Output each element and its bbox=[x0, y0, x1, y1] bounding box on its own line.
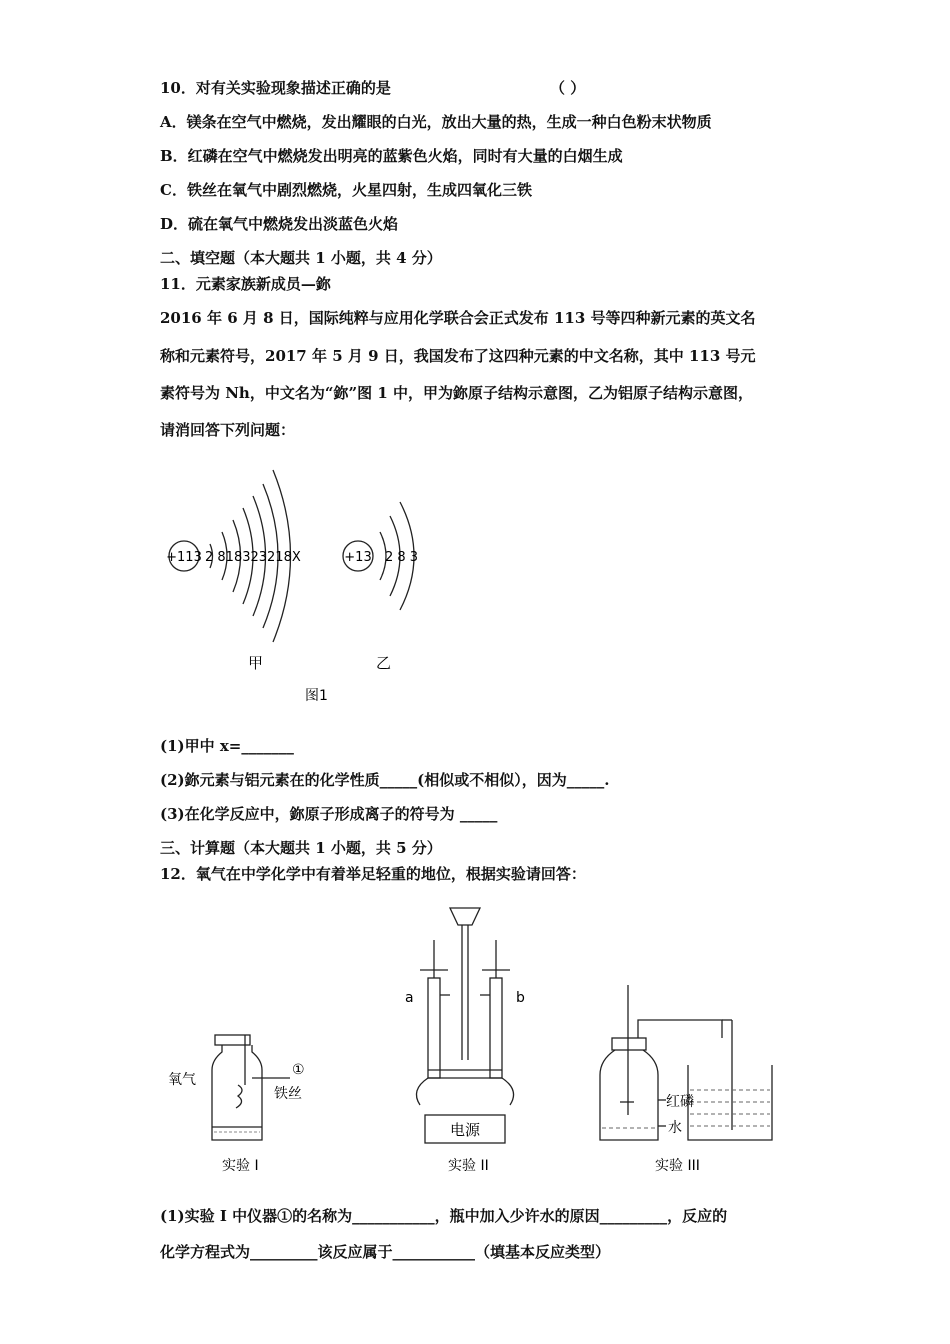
exp3-label-phosphorus: 红磷 bbox=[666, 1094, 694, 1110]
exp2-label-a: a bbox=[405, 990, 414, 1006]
q11-para-1: 2016 年 6 月 8 日，国际纯粹与应用化学联合会正式发布 113 号等四种新元素的英文名 bbox=[160, 309, 756, 327]
exp3-label-water: 水 bbox=[668, 1120, 682, 1136]
exp2-caption: 实验 II bbox=[448, 1158, 489, 1174]
q11-sub-2: (2)鉨元素与铝元素在的化学性质_____(相似或不相似），因为_____. bbox=[160, 771, 610, 789]
exp1-label-oxygen: 氧气 bbox=[168, 1072, 196, 1088]
q11-title: 11．元素家族新成员—鉨 bbox=[160, 275, 331, 293]
yi-electron-counts: 2 8 3 bbox=[385, 550, 419, 565]
q10-option-d: D．硫在氧气中燃烧发出淡蓝色火焰 bbox=[160, 215, 399, 233]
q10-stem bbox=[160, 78, 586, 98]
jia-electron-counts: 2 818323218X bbox=[205, 550, 301, 565]
figure-1-caption: 图1 bbox=[305, 688, 328, 704]
label-yi: 乙 bbox=[376, 654, 392, 672]
figure-1-atom-diagrams bbox=[160, 450, 460, 710]
q11-sub-3: (3)在化学反应中，鉨原子形成离子的符号为 _____ bbox=[160, 805, 498, 823]
exp1-label-marker: ① bbox=[292, 1062, 305, 1078]
exp3-apparatus bbox=[600, 985, 772, 1140]
q11-para-3: 素符号为 Nh，中文名为“鉨”图 1 中，甲为鉨原子结构示意图，乙为铝原子结构示意图， bbox=[160, 384, 753, 402]
q10-option-a: A．镁条在空气中燃烧，发出耀眼的白光，放出大量的热，生成一种白色粉末状物质 bbox=[160, 113, 712, 131]
q10-stem-text: 10．对有关实验现象描述正确的是 bbox=[160, 79, 391, 97]
experiment-figures bbox=[150, 890, 800, 1190]
exp2-electrolysis-apparatus bbox=[416, 908, 513, 1143]
section-2-heading: 二、填空题（本大题共 1 小题，共 4 分） bbox=[160, 249, 442, 267]
q12-sub-1b: 化学方程式为_________该反应属于___________（填基本反应类型） bbox=[160, 1243, 611, 1261]
q10-option-b: B．红磷在空气中燃烧发出明亮的蓝紫色火焰，同时有大量的白烟生成 bbox=[160, 147, 623, 165]
exp1-label-wire: 铁丝 bbox=[274, 1086, 302, 1102]
exp1-caption: 实验 I bbox=[222, 1158, 259, 1174]
q10-answer-bracket: （ ） bbox=[550, 79, 586, 97]
q11-para-4: 请消回答下列问题： bbox=[160, 421, 296, 439]
label-jia: 甲 bbox=[248, 654, 264, 672]
q10-option-c: C．铁丝在氧气中剧烈燃烧，火星四射，生成四氧化三铁 bbox=[160, 181, 532, 199]
q11-sub-1: (1)甲中 x=_______ bbox=[160, 737, 294, 755]
exp2-label-power: 电源 bbox=[449, 1121, 481, 1139]
q11-para-2: 称和元素符号，2017 年 5 月 9 日，我国发布了这四种元素的中文名称，其中 113 号元 bbox=[160, 347, 756, 365]
exp2-label-b: b bbox=[516, 990, 525, 1006]
section-3-heading: 三、计算题（本大题共 1 小题，共 5 分） bbox=[160, 839, 442, 857]
q12-sub-1a: (1)实验 I 中仪器①的名称为___________，瓶中加入少许水的原因_________，反应的 bbox=[160, 1207, 728, 1225]
yi-nucleus-charge: +13 bbox=[344, 550, 372, 565]
exp3-caption: 实验 III bbox=[655, 1158, 700, 1174]
jia-nucleus-charge: +113 bbox=[166, 550, 202, 565]
q12-title: 12．氧气在中学化学中有着举足轻重的地位，根据实验请回答： bbox=[160, 865, 586, 883]
